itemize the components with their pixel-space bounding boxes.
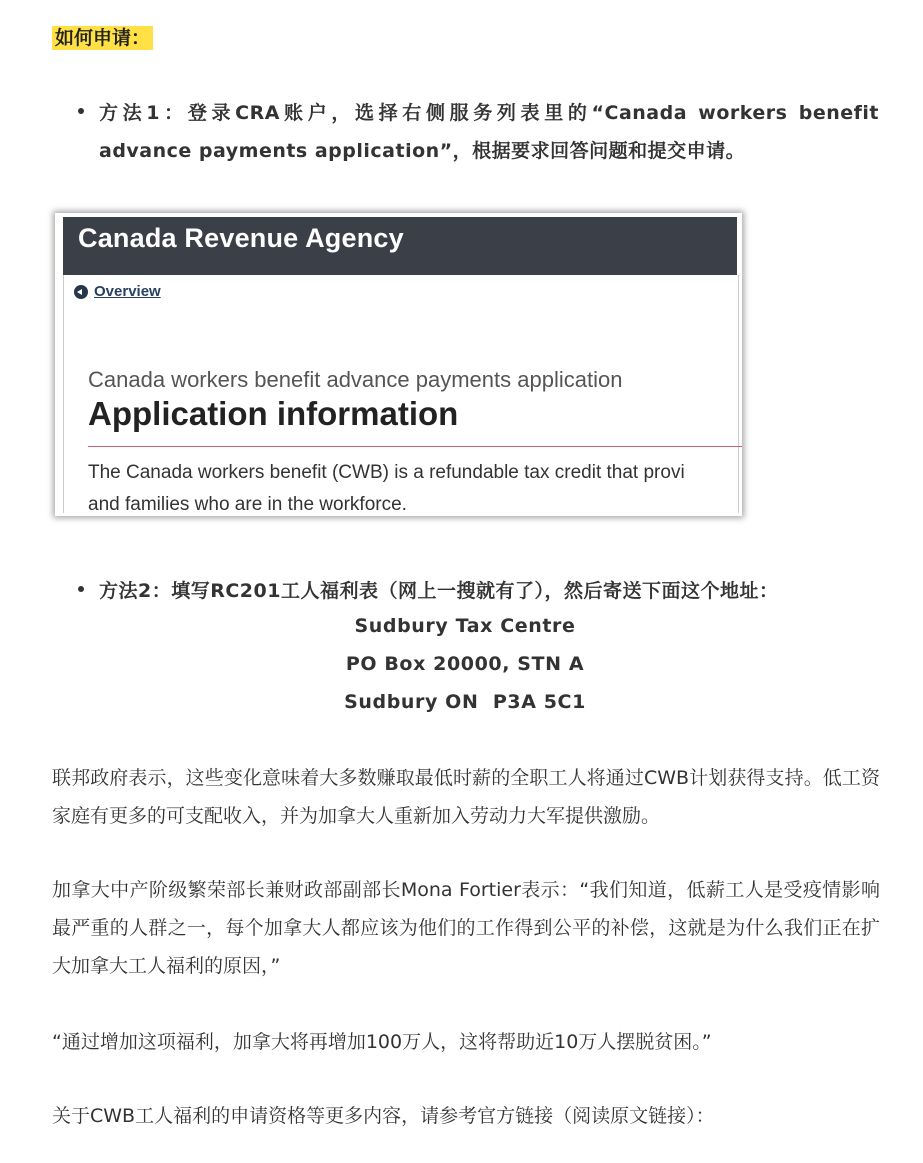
address-line-3: Sudbury ON P3A 5C1 bbox=[344, 691, 586, 713]
cra-application-screenshot bbox=[55, 213, 742, 516]
cra-description-line-1: The Canada workers benefit (CWB) is a refundable tax credit that provi bbox=[88, 462, 685, 483]
address-line-1: Sudbury Tax Centre bbox=[354, 615, 576, 637]
method-1-bullet: 方法1：登录CRA账户，选择右侧服务列表里的“Canada workers benefit advance payments application”，根据要求回答问题和提交申请。 bbox=[99, 94, 879, 170]
paragraph-official-link: 关于CWB工人福利的申请资格等更多内容，请参考官方链接（阅读原文链接）： bbox=[52, 1105, 715, 1127]
section-heading: 如何申请： bbox=[52, 26, 153, 50]
cra-page-body bbox=[63, 275, 739, 513]
cra-header-bar bbox=[63, 217, 737, 275]
cra-header-title: Canada Revenue Agency bbox=[78, 223, 404, 253]
method-2-bullet: 方法2：填写RC201工人福利表（网上一搜就有了），然后寄送下面这个地址： bbox=[99, 572, 879, 610]
back-arrow-icon bbox=[74, 285, 88, 299]
cra-page-title: Application information bbox=[88, 395, 459, 432]
cra-description-line-2: and families who are in the workforce. bbox=[88, 494, 407, 515]
paragraph-government-statement: 联邦政府表示，这些变化意味着大多数赚取最低时薪的全职工人将通过CWB计划获得支持。低工资家庭有更多的可支配收入，并为加拿大人重新加入劳动力大军提供激励。 bbox=[52, 767, 880, 827]
overview-link[interactable] bbox=[74, 283, 161, 300]
title-divider bbox=[88, 446, 742, 447]
overview-link-label: Overview bbox=[94, 283, 161, 300]
paragraph-minister-quote: 加拿大中产阶级繁荣部长兼财政部副部长Mona Fortier表示：“我们知道，低薪工人是受疫情影响最严重的人群之一，每个加拿大人都应该为他们的工作得到公平的补偿，这就是为什么我们正在扩大加拿大工人福利的原因，” bbox=[52, 879, 880, 977]
cra-description bbox=[88, 457, 742, 516]
cra-page-subtitle: Canada workers benefit advance payments application bbox=[88, 367, 623, 392]
paragraph-benefit-impact: “通过增加这项福利，加拿大将再增加100万人，这将帮助近10万人摆脱贫困。” bbox=[52, 1031, 712, 1053]
address-line-2: PO Box 20000, STN A bbox=[345, 653, 585, 675]
